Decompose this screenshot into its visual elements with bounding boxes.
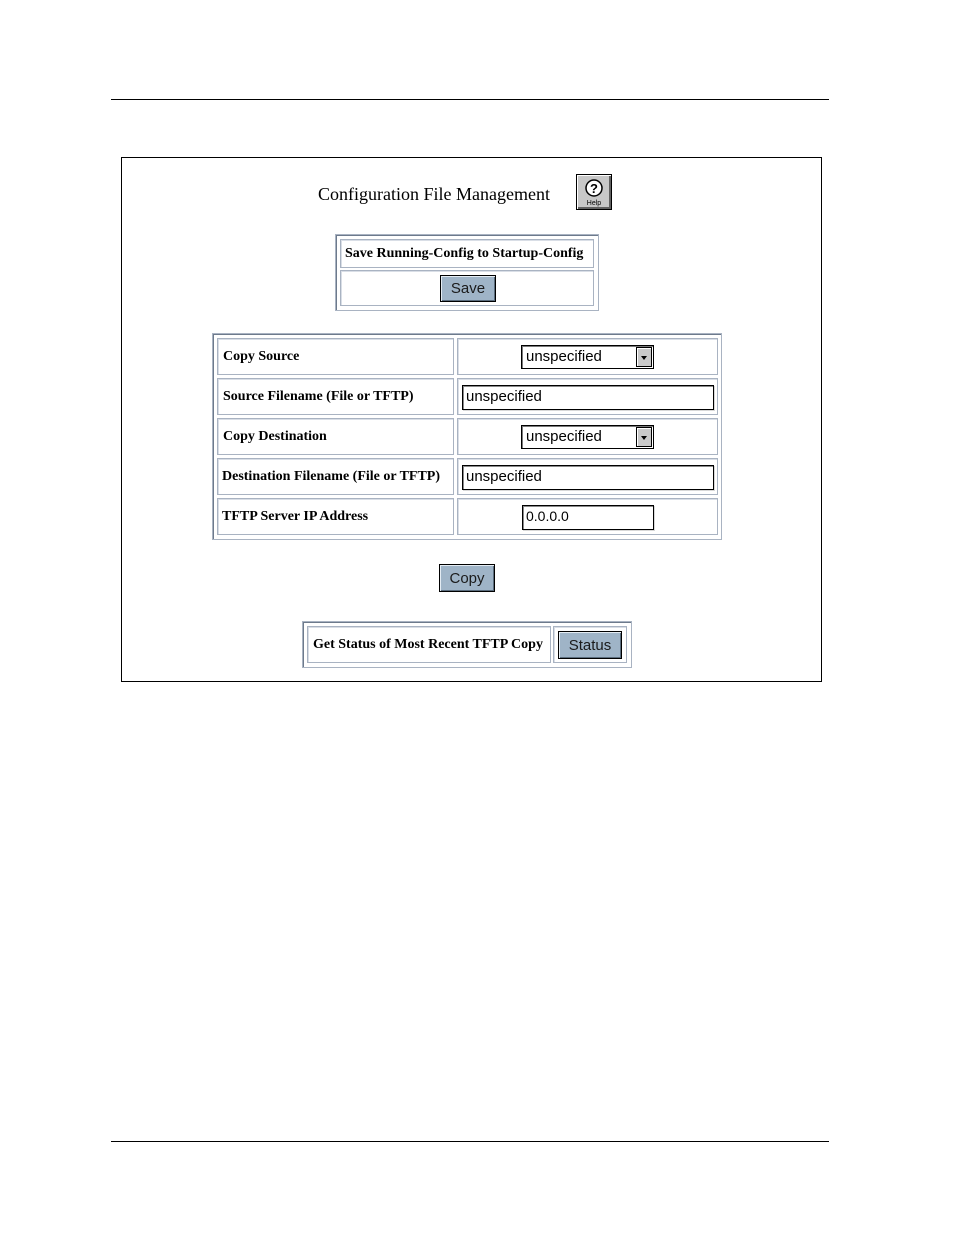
- tftp-ip-label: TFTP Server IP Address: [222, 509, 369, 524]
- copy-source-control-cell: [457, 338, 718, 375]
- copy-source-label: Copy Source: [223, 349, 300, 364]
- save-header-label: Save Running-Config to Startup-Config: [345, 246, 584, 261]
- copy-destination-label-cell: [217, 418, 454, 455]
- source-filename-label: Source Filename (File or TFTP): [223, 389, 414, 404]
- copy-button[interactable]: Copy: [439, 564, 495, 592]
- destination-filename-control-cell: [457, 458, 718, 495]
- svg-text:?: ?: [590, 181, 598, 196]
- status-label-cell: [307, 626, 551, 663]
- save-header-cell: [340, 239, 594, 268]
- save-table: [335, 234, 599, 311]
- tftp-ip-control-cell: [457, 498, 718, 535]
- help-icon: [577, 175, 611, 209]
- bottom-rule: [111, 1141, 829, 1142]
- dropdown-arrow-icon[interactable]: [636, 427, 652, 447]
- source-filename-input[interactable]: unspecified: [462, 385, 714, 410]
- source-filename-control-cell: [457, 378, 718, 415]
- status-label: Get Status of Most Recent TFTP Copy: [313, 637, 543, 652]
- source-filename-label-cell: [217, 378, 454, 415]
- status-button-cell: [553, 626, 627, 663]
- destination-filename-input[interactable]: unspecified: [462, 465, 714, 490]
- destination-filename-label-cell: [217, 458, 454, 495]
- save-button[interactable]: Save: [440, 275, 496, 302]
- page-title: Configuration File Management: [318, 184, 550, 204]
- tftp-ip-input[interactable]: 0.0.0.0: [522, 505, 654, 530]
- copy-destination-value: unspecified: [526, 428, 602, 445]
- help-button[interactable]: [576, 174, 612, 210]
- top-rule: [111, 99, 829, 100]
- copy-destination-select[interactable]: [521, 425, 654, 449]
- copy-destination-control-cell: [457, 418, 718, 455]
- status-table: [302, 621, 632, 668]
- dropdown-arrow-icon[interactable]: [636, 347, 652, 367]
- copy-source-select[interactable]: [521, 345, 654, 369]
- tftp-ip-label-cell: [217, 498, 454, 535]
- title-row: [0, 174, 954, 214]
- status-button[interactable]: Status: [558, 631, 622, 659]
- copy-destination-label: Copy Destination: [223, 429, 327, 444]
- copy-source-label-cell: [217, 338, 454, 375]
- save-button-cell: [340, 270, 594, 306]
- destination-filename-label: Destination Filename (File or TFTP): [222, 469, 441, 484]
- help-icon-label: Help: [586, 200, 602, 207]
- copy-source-value: unspecified: [526, 348, 602, 365]
- copy-form-table: [212, 333, 722, 540]
